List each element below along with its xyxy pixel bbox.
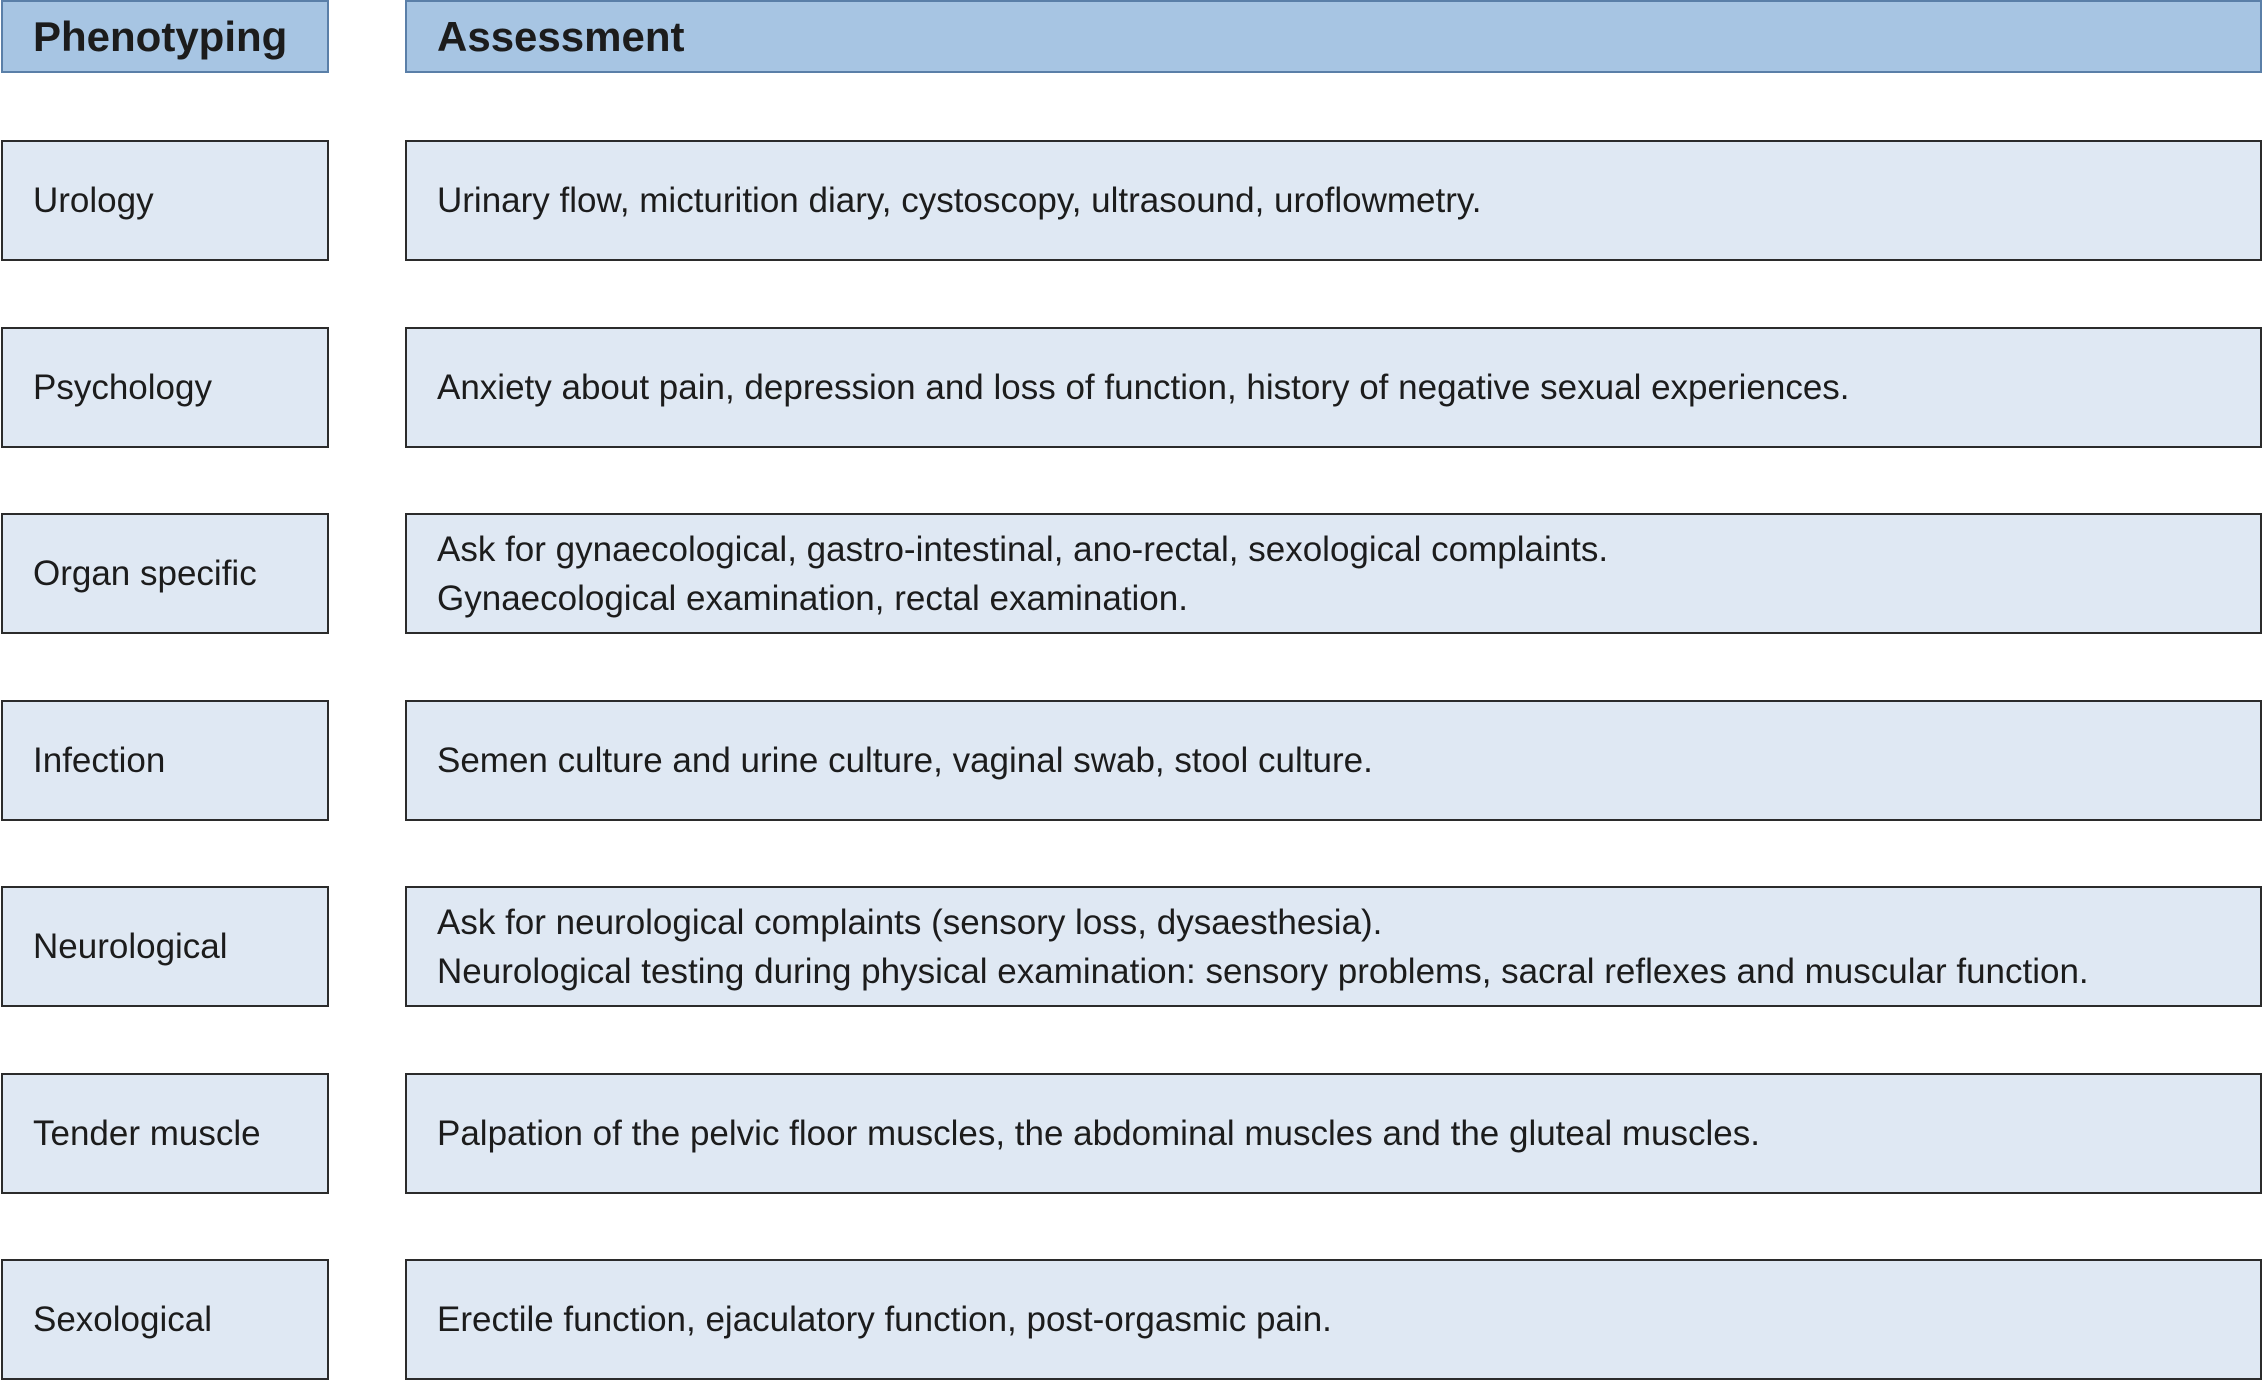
assessment-box-sexological: [405, 1259, 2262, 1380]
assessment-text-line-1: Ask for gynaecological, gastro-intestinal, ano-rectal, sexological complaints.: [437, 529, 1609, 569]
assessment-box-organ-specific: [405, 513, 2262, 634]
phenotype-label: Neurological: [33, 927, 228, 966]
phenotype-box-neurological: [1, 886, 329, 1007]
phenotype-label: Psychology: [33, 368, 212, 407]
assessment-text-line-1: Ask for neurological complaints (sensory loss, dysaesthesia).: [437, 902, 1383, 942]
assessment-box-tender-muscle: [405, 1073, 2262, 1194]
phenotype-box-urology: [1, 140, 329, 261]
phenotype-label: Organ specific: [33, 554, 257, 593]
phenotype-box-psychology: [1, 327, 329, 448]
assessment-header: [405, 0, 2262, 73]
phenotype-label: Urology: [33, 181, 154, 220]
assessment-text: Semen culture and urine culture, vaginal swab, stool culture.: [437, 741, 1373, 780]
assessment-text: Erectile function, ejaculatory function, post-orgasmic pain.: [437, 1300, 1332, 1339]
phenotype-label: Sexological: [33, 1300, 212, 1339]
assessment-box-psychology: [405, 327, 2262, 448]
phenotype-label: Infection: [33, 741, 166, 780]
assessment-text: Palpation of the pelvic floor muscles, the abdominal muscles and the gluteal muscles.: [437, 1114, 1760, 1153]
phenotype-box-infection: [1, 700, 329, 821]
assessment-box-infection: [405, 700, 2262, 821]
assessment-text-line-2: Gynaecological examination, rectal examination.: [437, 578, 1188, 618]
phenotype-box-tender-muscle: [1, 1073, 329, 1194]
phenotyping-header-label: Phenotyping: [33, 12, 288, 60]
phenotype-box-organ-specific: [1, 513, 329, 634]
phenotype-label: Tender muscle: [33, 1114, 261, 1153]
phenotype-box-sexological: [1, 1259, 329, 1380]
assessment-box-urology: [405, 140, 2262, 261]
assessment-text-line-2: Neurological testing during physical examination: sensory problems, sacral reflexes and muscular function.: [437, 951, 2089, 991]
assessment-box-neurological: [405, 886, 2262, 1007]
assessment-text: Urinary flow, micturition diary, cystoscopy, ultrasound, uroflowmetry.: [437, 181, 1482, 220]
assessment-header-label: Assessment: [437, 12, 685, 60]
phenotyping-header: [1, 0, 329, 73]
assessment-text: Anxiety about pain, depression and loss of function, history of negative sexual experiences.: [437, 368, 1850, 407]
